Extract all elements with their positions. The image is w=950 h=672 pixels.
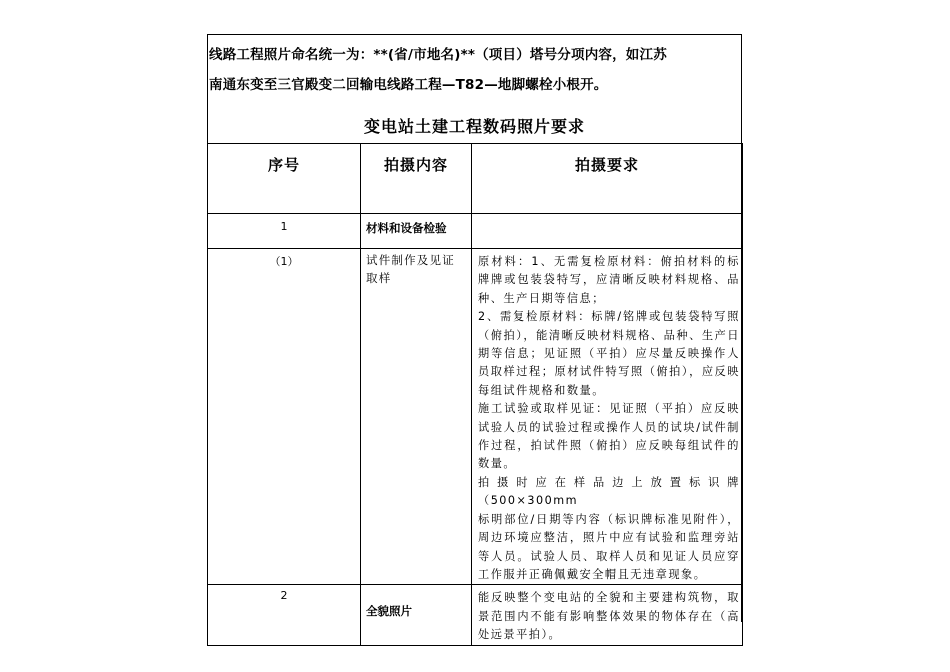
row-requirement-cell	[472, 249, 743, 585]
header-cell-requirement	[472, 144, 743, 214]
row-number: （1）	[269, 255, 299, 268]
table-header-row	[208, 144, 743, 214]
row-content-cell	[361, 249, 472, 585]
requirement-line: 能反映整个变电站的全貌和主要建构筑物，取景范围内不能有影响整体效果的物体存在（高处远景平拍）。	[478, 591, 740, 642]
row-number-cell	[208, 214, 361, 249]
requirement-line: 原材料：1、无需复检原材料：俯拍材料的标牌牌或包装袋特写，应清晰反映材料规格、品种、生产日期等信息；	[478, 255, 740, 305]
row-requirement-text	[472, 585, 742, 644]
table-row	[208, 249, 743, 585]
row-content-cell	[361, 585, 472, 645]
row-content: 材料和设备检验	[366, 221, 447, 235]
requirement-line: 拍摄时应在样品边上放置标识牌（500×300mm	[478, 475, 740, 508]
row-requirement-text	[472, 249, 742, 584]
row-content: 试件制作及见证取样	[366, 253, 455, 285]
header-content: 拍摄内容	[383, 156, 448, 174]
row-number-cell	[208, 585, 361, 645]
row-requirement-cell	[472, 585, 743, 645]
header-cell-content	[361, 144, 472, 214]
row-number: 1	[280, 220, 288, 233]
header-number: 序号	[267, 156, 300, 174]
header-requirement: 拍摄要求	[574, 156, 639, 174]
photo-requirements-table	[207, 143, 743, 646]
row-content-cell	[361, 214, 472, 249]
requirement-line: 施工试验或取样见证：见证照（平拍）应反映试验人员的试验过程或操作人员的试块/试件制作过程，拍试件照（俯拍）应反映每组试件的数量。	[478, 402, 740, 471]
requirement-line: 标明部位/日期等内容（标识牌标准见附件），周边环境应整洁，照片中应有试验和监理旁站等人员。试验人员、取样人员和见证人员应穿工作服并正确佩戴安全帽且无违章现象。	[478, 512, 740, 581]
requirement-line: 2、需复检原材料：标牌/铭牌或包装袋特写照（俯拍），能清晰反映材料规格、品种、生产日期等信息；见证照（平拍）应尽量反映操作人员取样过程；原材试件特写照（俯拍），应反映每组试件规格和数量。	[478, 310, 740, 397]
row-number-cell	[208, 249, 361, 585]
row-number: 2	[280, 589, 288, 603]
table-row	[208, 585, 743, 645]
header-cell-number	[208, 144, 361, 214]
naming-rule-paragraph	[209, 40, 749, 100]
naming-rule-line-2: 南通东变至三官殿变二回输电线路工程—T82—地脚螺栓小根开。	[209, 77, 608, 93]
row-requirement-cell	[472, 214, 743, 249]
naming-rule-line-1: 线路工程照片命名统一为：**(省/市地名)**（项目）塔号分项内容，如江苏	[209, 47, 667, 63]
document-title: 变电站土建工程数码照片要求	[363, 117, 585, 136]
table-row	[208, 214, 743, 249]
row-content: 全貌照片	[366, 604, 412, 619]
